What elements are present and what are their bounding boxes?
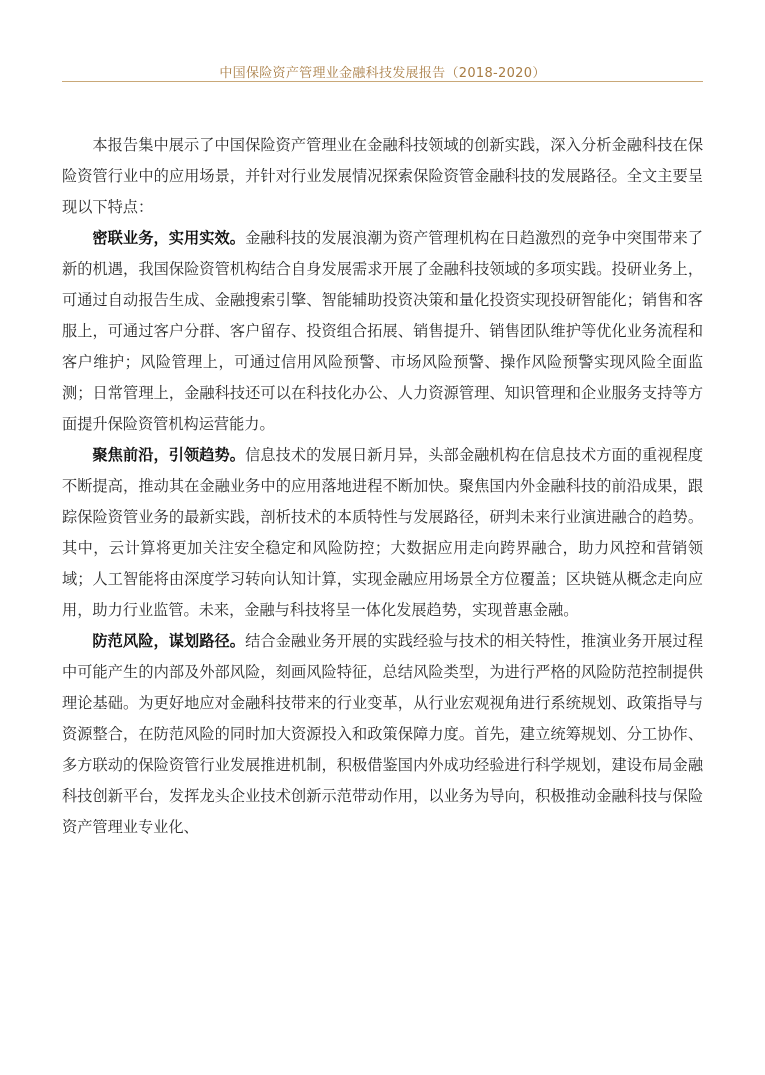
paragraph-text: 本报告集中展示了中国保险资产管理业在金融科技领域的创新实践，深入分析金融科技在保险资管行业中的应用场景，并针对行业发展情况探索保险资管金融科技的发展路径。全文主要呈现以下特点： — [62, 136, 703, 216]
paragraph-business — [62, 223, 703, 440]
paragraph-text: 信息技术的发展日新月异，头部金融机构在信息技术方面的重视程度不断提高，推动其在金融业务中的应用落地进程不断加快。聚焦国内外金融科技的前沿成果，跟踪保险资管业务的最新实践，剖析技术的本质特性与发展路径，研判未来行业演进融合的趋势。其中，云计算将更加关注安全稳定和风险防控；大数据应用走向跨界融合，助力风控和营销领域；人工智能将由深度学习转向认知计算，实现金融应用场景全方位覆盖；区块链从概念走向应用，助力行业监管。未来，金融与科技将呈一体化发展趋势，实现普惠金融。 — [62, 446, 704, 619]
paragraph-risk — [62, 626, 703, 843]
paragraph-lead: 防范风险，谋划路径。 — [92, 632, 246, 650]
paragraph-frontier — [62, 440, 703, 626]
intro-paragraph — [62, 130, 703, 223]
header-divider — [62, 81, 703, 82]
paragraph-lead: 密联业务，实用实效。 — [92, 229, 246, 247]
paragraph-text: 结合金融业务开展的实践经验与技术的相关特性，推演业务开展过程中可能产生的内部及外部风险，刻画风险特征，总结风险类型，为进行严格的风险防范控制提供理论基础。为更好地应对金融科技带来的行业变革，从行业宏观视角进行系统规划、政策指导与资源整合，在防范风险的同时加大资源投入和政策保障力度。首先，建立统筹规划、分工协作、多方联动的保险资管行业发展推进机制，积极借鉴国内外成功经验进行科学规划，建设布局金融科技创新平台，发挥龙头企业技术创新示范带动作用，以业务为导向，积极推动金融科技与保险资产管理业专业化、 — [62, 632, 704, 836]
paragraph-lead: 聚焦前沿，引领趋势。 — [92, 446, 246, 464]
body-text — [62, 130, 703, 843]
running-header: 中国保险资产管理业金融科技发展报告（2018-2020） — [219, 66, 546, 81]
paragraph-text: 金融科技的发展浪潮为资产管理机构在日趋激烈的竞争中突围带来了新的机遇，我国保险资管机构结合自身发展需求开展了金融科技领域的多项实践。投研业务上，可通过自动报告生成、金融搜索引擎、智能辅助投资决策和量化投资实现投研智能化；销售和客服上，可通过客户分群、客户留存、投资组合拓展、销售提升、销售团队维护等优化业务流程和客户维护；风险管理上，可通过信用风险预警、市场风险预警、操作风险预警实现风险全面监测；日常管理上，金融科技还可以在科技化办公、人力资源管理、知识管理和企业服务支持等方面提升保险资管机构运营能力。 — [62, 229, 704, 433]
